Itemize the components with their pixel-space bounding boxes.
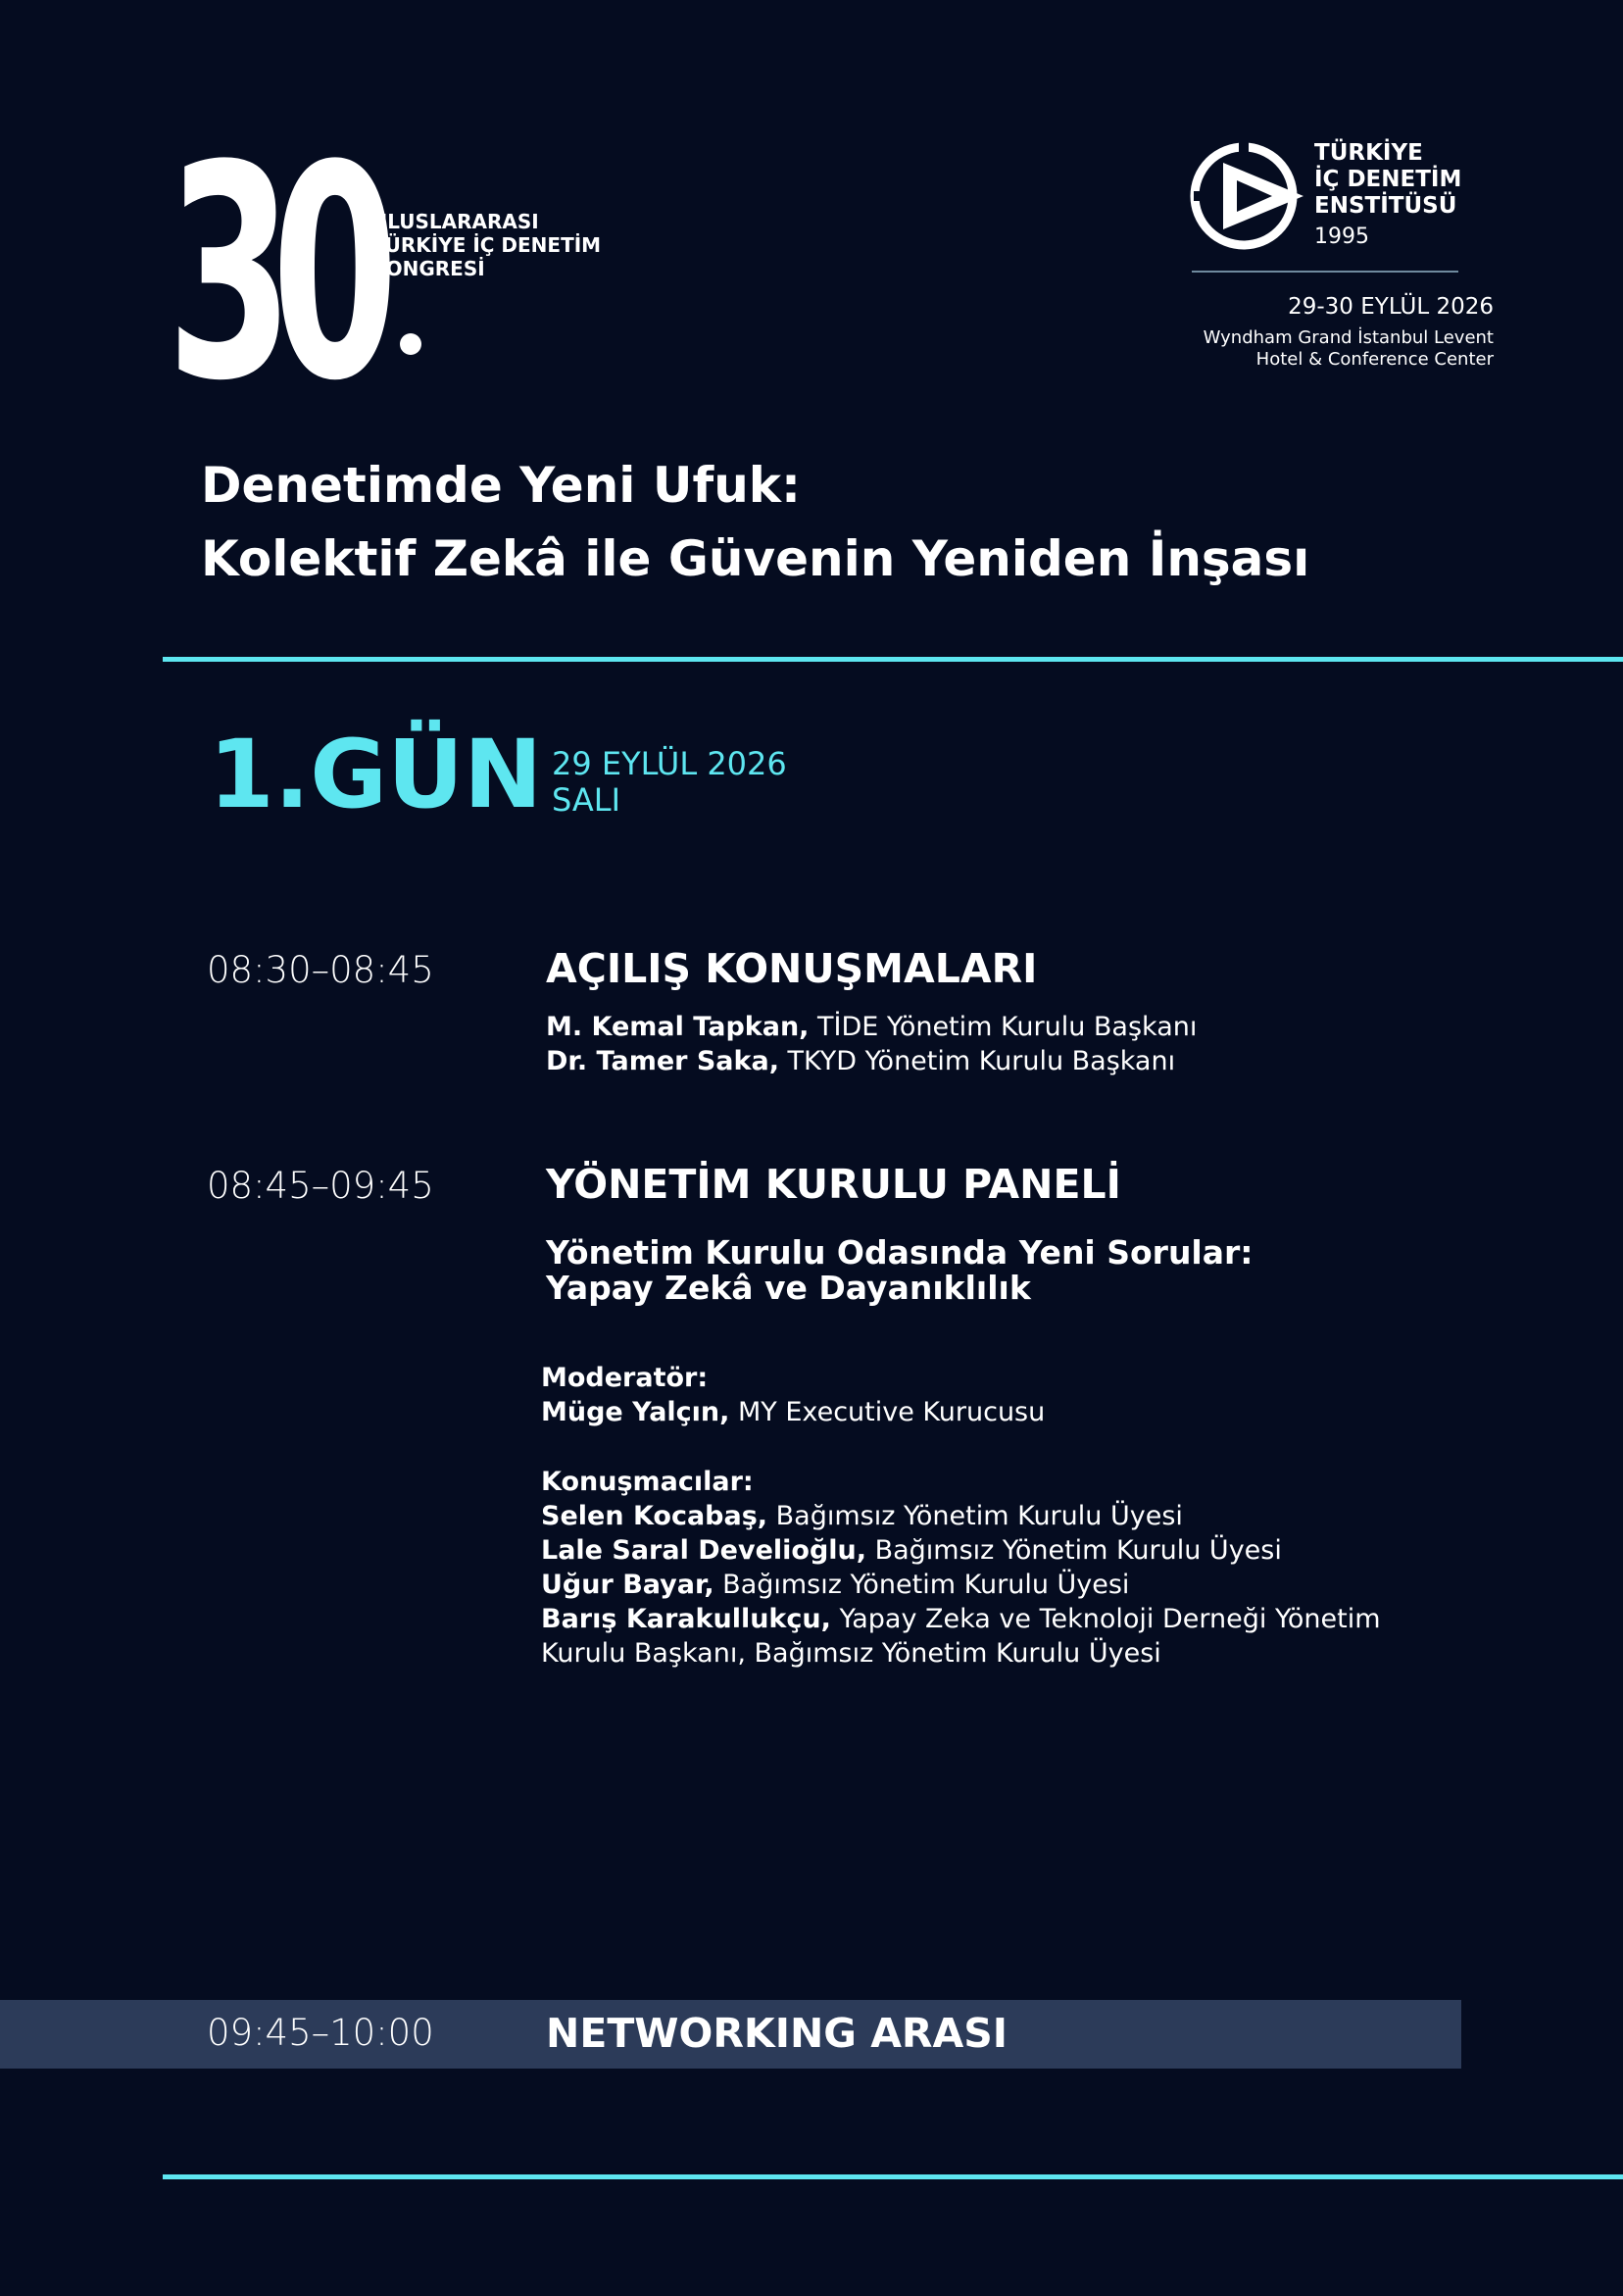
session-time: 08:45–09:45 — [207, 1165, 434, 1207]
day-label: 1.GÜN — [209, 720, 543, 829]
institute-name-line: İÇ DENETİM — [1314, 167, 1462, 192]
speaker-line — [541, 1568, 1381, 1602]
speaker-role: Yapay Zeka ve Teknoloji Derneği Yönetim — [830, 1604, 1381, 1634]
page-title-line: Kolektif Zekâ ile Güvenin Yeniden İnşası — [201, 530, 1310, 587]
header-divider — [1192, 271, 1458, 273]
venue-line: Hotel & Conference Center — [1255, 349, 1494, 370]
institute-emblem-icon — [1190, 137, 1307, 255]
section-divider-top — [163, 657, 1623, 662]
page-title-line: Denetimde Yeni Ufuk: — [201, 457, 802, 514]
event-venue — [1204, 327, 1494, 371]
moderator-name: Müge Yalçın, — [541, 1397, 730, 1427]
speaker-role: TİDE Yönetim Kurulu Başkanı — [809, 1012, 1198, 1042]
break-title: NETWORKING ARASI — [546, 2010, 1008, 2057]
break-time: 09:45–10:00 — [207, 2012, 434, 2054]
speaker-role: Bağımsız Yönetim Kurulu Üyesi — [713, 1570, 1130, 1600]
speaker-role-continuation: Kurulu Başkanı, Bağımsız Yönetim Kurulu Üyesi — [541, 1638, 1161, 1669]
session-time: 08:30–08:45 — [207, 949, 434, 991]
speaker-role: Bağımsız Yönetim Kurulu Üyesi — [866, 1535, 1282, 1566]
congress-name-line: TÜRKİYE İÇ DENETİM — [371, 233, 602, 257]
speaker-role: TKYD Yönetim Kurulu Başkanı — [778, 1046, 1176, 1076]
congress-name-line: ULUSLARARASI — [371, 210, 539, 233]
speaker-line — [546, 1010, 1197, 1044]
institute-name-line: TÜRKİYE — [1314, 140, 1423, 166]
section-divider-bottom — [163, 2174, 1623, 2179]
speakers-label: Konuşmacılar: — [541, 1467, 754, 1497]
venue-line: Wyndham Grand İstanbul Levent — [1203, 327, 1494, 348]
session-title: AÇILIŞ KONUŞMALARI — [546, 945, 1038, 992]
speaker-name: Dr. Tamer Saka, — [546, 1046, 779, 1076]
congress-number-dot — [400, 333, 421, 355]
session-title: YÖNETİM KURULU PANELİ — [546, 1161, 1121, 1208]
moderator-label: Moderatör: — [541, 1363, 709, 1393]
speakers-block — [541, 1465, 1381, 1671]
speaker-line — [541, 1499, 1381, 1533]
event-date: 29-30 EYLÜL 2026 — [1288, 294, 1494, 320]
day-date-text: 29 EYLÜL 2026 — [552, 745, 787, 782]
speaker-role: Bağımsız Yönetim Kurulu Üyesi — [767, 1501, 1183, 1531]
institute-name-line: ENSTİTÜSÜ — [1314, 193, 1457, 219]
session-subtitle-line: Yönetim Kurulu Odasında Yeni Sorular: — [546, 1233, 1254, 1272]
speaker-name: Lale Saral Develioğlu, — [541, 1535, 867, 1566]
session-subtitle-line: Yapay Zekâ ve Dayanıklılık — [546, 1269, 1031, 1307]
speaker-line — [541, 1533, 1381, 1568]
page-title — [201, 449, 1309, 596]
speaker-name: M. Kemal Tapkan, — [546, 1012, 810, 1042]
speaker-name: Uğur Bayar, — [541, 1570, 714, 1600]
moderator-block — [541, 1361, 1045, 1429]
congress-name-line: KONGRESİ — [371, 257, 485, 280]
speaker-line — [541, 1602, 1381, 1636]
congress-number-logo: 30 — [167, 103, 377, 445]
speaker-line — [546, 1044, 1175, 1078]
day-weekday: SALI — [552, 781, 621, 819]
speaker-name: Barış Karakullukçu, — [541, 1604, 831, 1634]
day-date — [552, 746, 787, 819]
moderator-role: MY Executive Kurucusu — [729, 1397, 1046, 1427]
moderator-line — [541, 1395, 1045, 1429]
congress-name — [371, 210, 601, 280]
institute-year: 1995 — [1314, 225, 1369, 249]
institute-name — [1314, 140, 1461, 220]
session-subtitle — [546, 1235, 1254, 1306]
speaker-name: Selen Kocabaş, — [541, 1501, 768, 1531]
